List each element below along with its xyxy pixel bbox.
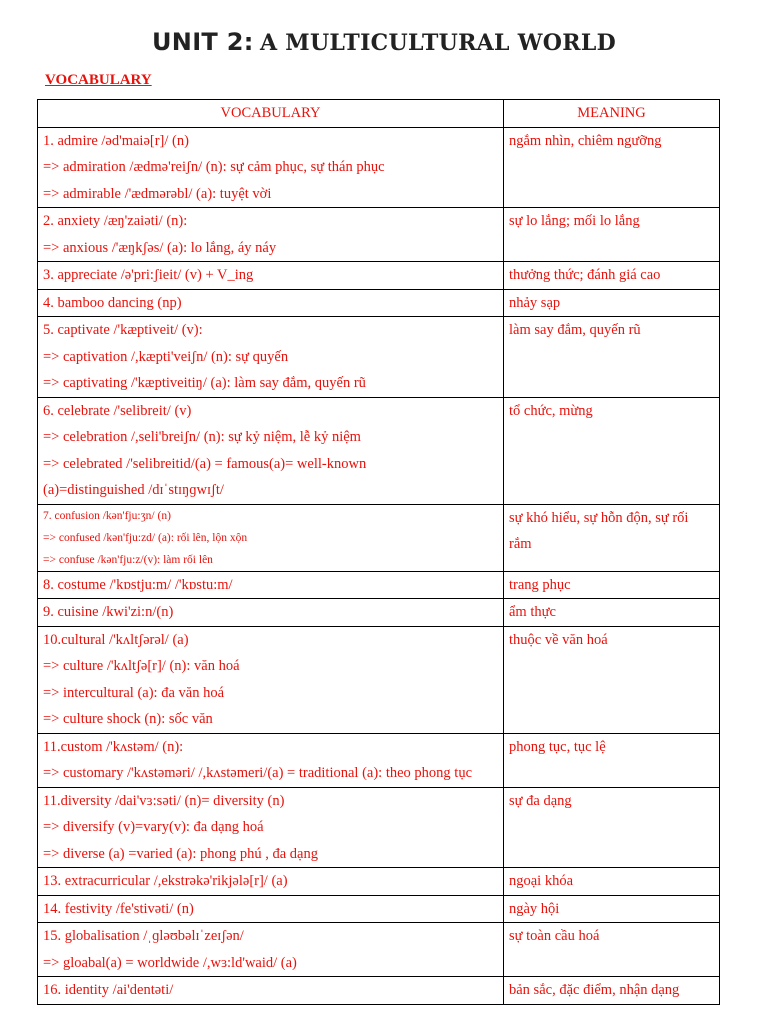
vocabulary-line: => admiration /ædmə'reiʃn/ (n): sự cảm phục, sự thán phục [43,159,385,175]
meaning-cell [504,599,720,627]
vocabulary-line: => intercultural (a): đa văn hoá [43,684,225,701]
meaning-cell [504,504,720,571]
meaning-cell [504,317,720,398]
meaning-cell [504,262,720,290]
table-row [38,868,720,896]
vocabulary-line: => diversify (v)=vary(v): đa dạng hoá [43,819,264,835]
meaning-line: trang phục [509,576,571,593]
table-row [38,787,720,868]
unit-title: A MULTICULTURAL WORLD [259,30,616,56]
vocabulary-line: 8. costume /'kɒstju:m/ /'kɒstu:m/ [43,576,233,593]
vocabulary-cell [38,977,504,1005]
table-row [38,895,720,923]
meaning-line: rắm [509,536,532,552]
table-row [38,571,720,599]
meaning-line: sự lo lắng; mối lo lắng [509,213,640,229]
vocabulary-line: 5. captivate /'kæptiveit/ (v): [43,322,203,338]
vocabulary-line: 3. appreciate /ə'pri:ʃieit/ (v) + V_ing [43,267,254,283]
meaning-cell [504,626,720,733]
table-row [38,504,720,571]
vocabulary-line: => culture /'kʌltʃə[r]/ (n): văn hoá [43,658,240,674]
table-row [38,626,720,733]
vocabulary-cell [38,289,504,317]
meaning-cell [504,787,720,868]
vocabulary-cell [38,127,504,208]
table-row [38,289,720,317]
meaning-line: làm say đắm, quyến rũ [509,322,641,338]
vocabulary-cell [38,397,504,504]
table-row [38,599,720,627]
meaning-line: ngày hội [509,900,560,917]
vocabulary-line: => captivation /,kæpti'veiʃn/ (n): sự quyến [43,348,289,365]
table-row [38,208,720,262]
table-row [38,262,720,290]
table-header-row [38,100,720,128]
vocabulary-line: => anxious /'æŋkʃəs/ (a): lo lắng, áy náy [43,239,277,256]
meaning-line: sự đa dạng [509,792,572,809]
vocabulary-line: 16. identity /ai'dentəti/ [43,982,174,998]
header-meaning: MEANING [504,100,720,128]
vocabulary-cell [38,626,504,733]
meaning-cell [504,977,720,1005]
meaning-line: thuộc về văn hoá [509,631,608,648]
vocabulary-cell [38,208,504,262]
meaning-line: tổ chức, mừng [509,402,593,419]
meaning-line: sự khó hiểu, sự hỗn độn, sự rối [509,509,689,526]
vocabulary-line: => diverse (a) =varied (a): phong phú , đa dạng [43,845,318,862]
vocabulary-line: => culture shock (n): sốc văn [43,711,213,727]
vocabulary-table [37,99,720,1005]
vocabulary-line: (a)=distinguished /dɪˈstɪŋɡwɪʃt/ [43,482,224,498]
vocabulary-line: => confused /kən'fju:zd/ (a): rối lên, lộn xộn [43,531,248,544]
meaning-cell [504,571,720,599]
vocabulary-line: 11.custom /'kʌstəm/ (n): [43,738,184,755]
vocabulary-line: => gloabal(a) = worldwide /,wɜ:ld'waid/ (a) [43,954,297,971]
vocabulary-line: => customary /'kʌstəməri/ /,kʌstəmeri/(a) = traditional (a): theo phong tục [43,765,473,781]
table-row [38,923,720,977]
vocabulary-line: 15. globalisation /ˌɡləʊbəlɪˈzeɪʃən/ [43,928,244,944]
vocabulary-line: => captivating /'kæptiveitiŋ/ (a): làm say đắm, quyến rũ [43,375,366,391]
vocabulary-line: 13. extracurricular /,ekstrəkə'rikjələ[r]/ (a) [43,873,288,889]
meaning-line: thưởng thức; đánh giá cao [509,267,661,283]
meaning-line: bản sắc, đặc điểm, nhận dạng [509,982,680,998]
meaning-cell [504,397,720,504]
table-row [38,397,720,504]
vocabulary-cell [38,895,504,923]
meaning-line: ngoại khóa [509,873,574,889]
vocabulary-cell [38,317,504,398]
meaning-cell [504,923,720,977]
page-title [0,28,768,57]
vocabulary-line: 6. celebrate /'selibreit/ (v) [43,402,192,419]
vocabulary-cell [38,571,504,599]
meaning-line: phong tục, tục lệ [509,738,606,755]
vocabulary-line: 10.cultural /'kʌltʃərəl/ (a) [43,631,189,648]
meaning-line: ẩm thực [509,604,556,620]
unit-label: UNIT 2: [152,28,254,56]
vocabulary-line: => celebration /,seli'breiʃn/ (n): sự kỷ niệm, lễ kỷ niệm [43,429,361,445]
vocabulary-line: 7. confusion /kən'fju:ʒn/ (n) [43,509,171,522]
vocabulary-line: => celebrated /'selibreitid/(a) = famous(a)= well-known [43,455,367,472]
vocabulary-cell [38,504,504,571]
meaning-cell [504,127,720,208]
table-row [38,733,720,787]
vocabulary-line: 11.diversity /dai'vɜ:səti/ (n)= diversity (n) [43,792,285,809]
meaning-line: sự toàn cầu hoá [509,928,600,944]
vocabulary-cell [38,923,504,977]
header-vocabulary: VOCABULARY [38,100,504,128]
table-row [38,317,720,398]
meaning-cell [504,895,720,923]
vocabulary-cell [38,262,504,290]
vocabulary-line: 4. bamboo dancing (np) [43,294,182,311]
vocabulary-line: => confuse /kən'fju:z/(v): làm rối lên [43,553,213,566]
vocabulary-cell [38,787,504,868]
meaning-cell [504,289,720,317]
vocabulary-line: 1. admire /əd'maiə[r]/ (n) [43,132,189,149]
section-heading: VOCABULARY [45,72,152,88]
vocabulary-cell [38,599,504,627]
vocabulary-line: 2. anxiety /æŋ'zaiəti/ (n): [43,213,188,229]
table-row [38,127,720,208]
vocabulary-cell [38,868,504,896]
meaning-cell [504,208,720,262]
vocabulary-line: => admirable /'ædmərəbl/ (a): tuyệt vời [43,185,272,202]
vocabulary-line: 9. cuisine /kwi'zi:n/(n) [43,604,174,620]
meaning-cell [504,868,720,896]
vocabulary-cell [38,733,504,787]
table-row [38,977,720,1005]
vocabulary-line: 14. festivity /fe'stivəti/ (n) [43,900,194,917]
meaning-line: ngắm nhìn, chiêm ngưỡng [509,132,662,149]
meaning-line: nhảy sạp [509,294,561,311]
meaning-cell [504,733,720,787]
